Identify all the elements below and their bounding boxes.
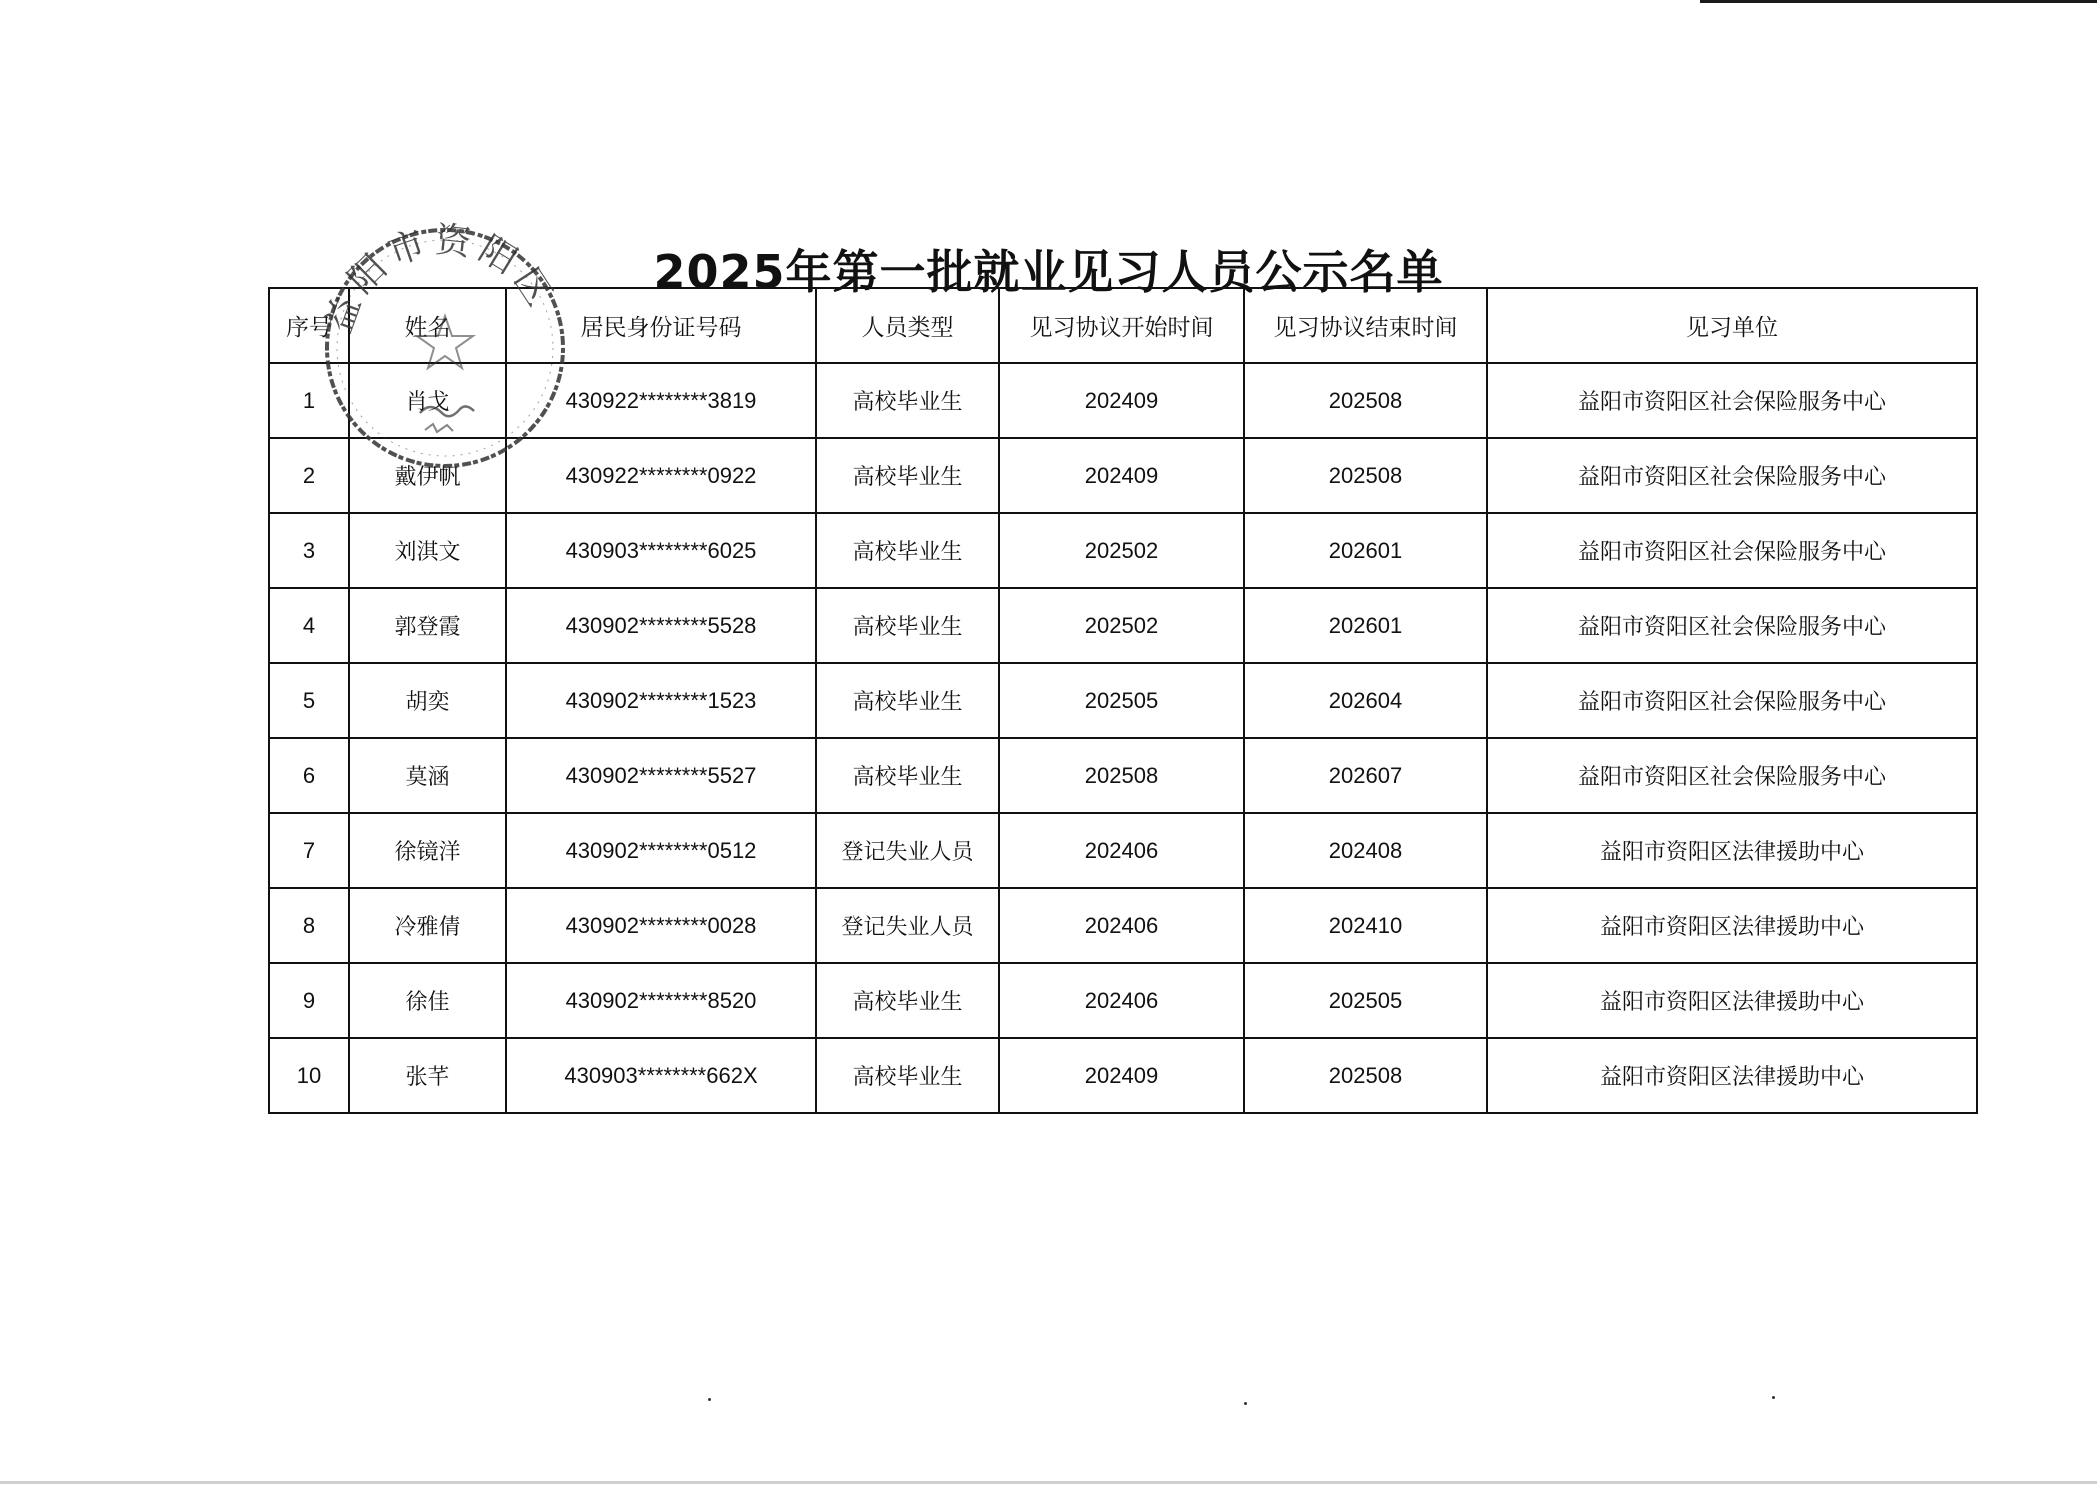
cell-start-date: 202409 (999, 438, 1244, 513)
cell-person-type: 高校毕业生 (816, 363, 999, 438)
cell-end-date: 202607 (1244, 738, 1487, 813)
cell-person-type: 登记失业人员 (816, 813, 999, 888)
cell-id-number: 430922********3819 (506, 363, 816, 438)
cell-person-type: 高校毕业生 (816, 1038, 999, 1113)
cell-host-unit: 益阳市资阳区社会保险服务中心 (1487, 438, 1977, 513)
cell-person-type: 高校毕业生 (816, 438, 999, 513)
table-header-row (269, 288, 1977, 363)
table-row (269, 813, 1977, 888)
cell-serial: 7 (269, 813, 349, 888)
scan-speck (708, 1398, 711, 1401)
cell-host-unit: 益阳市资阳区社会保险服务中心 (1487, 588, 1977, 663)
cell-person-type: 高校毕业生 (816, 513, 999, 588)
header-cell-name: 姓名 (349, 288, 506, 363)
seal-text: 益阳市资阳区 (318, 219, 563, 339)
document-title: 2025年第一批就业见习人员公示名单 (653, 244, 1444, 299)
cell-host-unit: 益阳市资阳区法律援助中心 (1487, 813, 1977, 888)
cell-end-date: 202408 (1244, 813, 1487, 888)
cell-name: 莫涵 (349, 738, 506, 813)
cell-end-date: 202508 (1244, 438, 1487, 513)
cell-host-unit: 益阳市资阳区社会保险服务中心 (1487, 663, 1977, 738)
cell-end-date: 202410 (1244, 888, 1487, 963)
cell-id-number: 430902********5528 (506, 588, 816, 663)
trainee-roster-table (268, 287, 1978, 1114)
cell-start-date: 202409 (999, 1038, 1244, 1113)
cell-end-date: 202508 (1244, 1038, 1487, 1113)
cell-name: 张芊 (349, 1038, 506, 1113)
cell-start-date: 202406 (999, 963, 1244, 1038)
cell-id-number: 430903********662X (506, 1038, 816, 1113)
header-cell-end-date: 见习协议结束时间 (1244, 288, 1487, 363)
cell-name: 徐佳 (349, 963, 506, 1038)
cell-id-number: 430902********5527 (506, 738, 816, 813)
cell-id-number: 430902********8520 (506, 963, 816, 1038)
cell-id-number: 430902********0512 (506, 813, 816, 888)
cell-name: 郭登霞 (349, 588, 506, 663)
cell-start-date: 202505 (999, 663, 1244, 738)
cell-id-number: 430922********0922 (506, 438, 816, 513)
cell-start-date: 202406 (999, 813, 1244, 888)
cell-id-number: 430902********0028 (506, 888, 816, 963)
scan-edge-bottom (0, 1481, 2097, 1484)
header-cell-host-unit: 见习单位 (1487, 288, 1977, 363)
cell-name: 徐镜洋 (349, 813, 506, 888)
cell-host-unit: 益阳市资阳区法律援助中心 (1487, 963, 1977, 1038)
cell-host-unit: 益阳市资阳区法律援助中心 (1487, 888, 1977, 963)
cell-host-unit: 益阳市资阳区社会保险服务中心 (1487, 363, 1977, 438)
scan-edge-top (1700, 0, 2097, 3)
cell-serial: 9 (269, 963, 349, 1038)
cell-name: 胡奕 (349, 663, 506, 738)
cell-id-number: 430903********6025 (506, 513, 816, 588)
scan-speck (1244, 1402, 1247, 1405)
cell-serial: 8 (269, 888, 349, 963)
table-row (269, 438, 1977, 513)
header-cell-serial: 序号 (269, 288, 349, 363)
table-row (269, 363, 1977, 438)
cell-serial: 3 (269, 513, 349, 588)
cell-name: 戴伊帆 (349, 438, 506, 513)
cell-end-date: 202601 (1244, 588, 1487, 663)
cell-host-unit: 益阳市资阳区法律援助中心 (1487, 1038, 1977, 1113)
cell-end-date: 202508 (1244, 363, 1487, 438)
cell-start-date: 202406 (999, 888, 1244, 963)
cell-start-date: 202502 (999, 513, 1244, 588)
cell-host-unit: 益阳市资阳区社会保险服务中心 (1487, 738, 1977, 813)
header-cell-person-type: 人员类型 (816, 288, 999, 363)
cell-person-type: 高校毕业生 (816, 963, 999, 1038)
cell-serial: 1 (269, 363, 349, 438)
cell-person-type: 登记失业人员 (816, 888, 999, 963)
header-cell-id-number: 居民身份证号码 (506, 288, 816, 363)
cell-host-unit: 益阳市资阳区社会保险服务中心 (1487, 513, 1977, 588)
cell-serial: 2 (269, 438, 349, 513)
table-row (269, 1038, 1977, 1113)
cell-end-date: 202601 (1244, 513, 1487, 588)
cell-name: 冷雅倩 (349, 888, 506, 963)
table-row (269, 513, 1977, 588)
cell-start-date: 202502 (999, 588, 1244, 663)
table-row (269, 588, 1977, 663)
cell-name: 肖戈 (349, 363, 506, 438)
cell-serial: 4 (269, 588, 349, 663)
cell-serial: 6 (269, 738, 349, 813)
cell-serial: 5 (269, 663, 349, 738)
cell-person-type: 高校毕业生 (816, 663, 999, 738)
table-row (269, 738, 1977, 813)
table-row (269, 663, 1977, 738)
cell-start-date: 202508 (999, 738, 1244, 813)
cell-name: 刘淇文 (349, 513, 506, 588)
scan-speck (1772, 1396, 1775, 1399)
cell-person-type: 高校毕业生 (816, 738, 999, 813)
cell-id-number: 430902********1523 (506, 663, 816, 738)
cell-end-date: 202505 (1244, 963, 1487, 1038)
header-cell-start-date: 见习协议开始时间 (999, 288, 1244, 363)
table-row (269, 963, 1977, 1038)
cell-person-type: 高校毕业生 (816, 588, 999, 663)
cell-start-date: 202409 (999, 363, 1244, 438)
cell-end-date: 202604 (1244, 663, 1487, 738)
table-row (269, 888, 1977, 963)
cell-serial: 10 (269, 1038, 349, 1113)
